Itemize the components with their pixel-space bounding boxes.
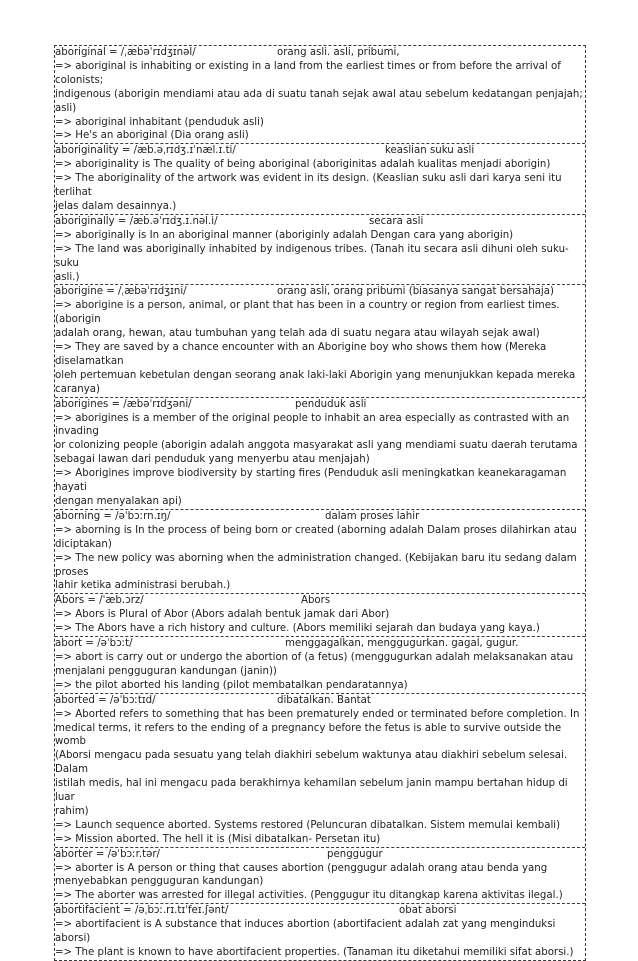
translation: menggagalkan, menggugurkan. gagal, gugur. bbox=[285, 638, 519, 650]
entry-text-line: => The new policy was aborning when the administration changed. (Kebijakan baru itu sedang dalam proses bbox=[55, 552, 577, 578]
entry-text-line: adalah orang, hewan, atau tumbuhan yang telah ada di suatu negara atau wilayah sejak awal) bbox=[55, 328, 540, 340]
dictionary-entries bbox=[54, 45, 586, 961]
entry-text-line: => The Abors have a rich history and culture. (Abors memiliki sejarah dan budaya yang kaya.) bbox=[55, 623, 540, 635]
entry-text-line: menyebabkan pengguguran kandungan) bbox=[55, 876, 264, 888]
entry-text-line: => The aboriginality of the artwork was evident in its design. (Keaslian suku asli dari karya seni itu terlihat bbox=[55, 173, 562, 199]
headword-pronunciation: aborter = /əˈbɔːr.tər/ bbox=[55, 848, 160, 860]
headword-pronunciation: aborning = /əˈbɔːrn.ɪŋ/ bbox=[55, 510, 171, 522]
entry-text-line: => aborning is In the process of being born or created (aborning adalah Dalam proses dilahirkan atau bbox=[55, 524, 577, 536]
entry-text-line: => the pilot aborted his landing (pilot membatalkan pendaratannya) bbox=[55, 679, 408, 691]
entry-text-line: => The plant is known to have abortifacient properties. (Tanaman itu diketahui memiliki sifat aborsi.) bbox=[55, 947, 574, 958]
headword-pronunciation: aboriginal = /ˌæbəˈrɪdʒɪnəl/ bbox=[55, 47, 196, 58]
entry-headline bbox=[55, 694, 585, 708]
entry-text-line: oleh pertemuan kebetulan dengan seorang anak laki-laki Aborigin yang menunjukkan kepada mereka bbox=[55, 369, 576, 381]
translation: secara asli bbox=[369, 215, 424, 227]
entry-headline bbox=[55, 144, 585, 158]
entry-headline bbox=[55, 848, 585, 862]
entry-text-line: istilah medis, hal ini mengacu pada berakhirnya kehamilan sebelum janin mampu bertahan hidup di luar bbox=[55, 778, 568, 804]
entry-text-line: => Aborted refers to something that has been prematurely ended or terminated before completion. In bbox=[55, 708, 580, 720]
translation: obat aborsi bbox=[399, 905, 457, 917]
translation: Abors bbox=[301, 595, 331, 607]
entry-text-line: sebagai lawan dari penduduk yang menyerbu atau menjajah) bbox=[55, 454, 370, 466]
dictionary-entry bbox=[55, 398, 585, 510]
entry-text-line: => aborigines is a member of the original people to inhabit an area especially as contrasted with an invading bbox=[55, 412, 570, 438]
headword-pronunciation: aborigines = /æbəˈrɪdʒəni/ bbox=[55, 398, 192, 410]
dictionary-entry bbox=[55, 848, 585, 905]
translation: orang asli. asli, pribumi, bbox=[277, 47, 400, 58]
entry-text-line: diselamatkan bbox=[55, 355, 124, 367]
translation: dibatalkan. Bantat bbox=[277, 694, 371, 706]
headword-pronunciation: aboriginality = /æb.əˌrɪdʒ.ɪˈnæl.ɪ.ti/ bbox=[55, 145, 236, 157]
entry-headline bbox=[55, 285, 585, 299]
entry-text-line: jelas dalam desainnya.) bbox=[55, 200, 177, 212]
translation: keaslian suku asli bbox=[385, 145, 475, 157]
entry-headline bbox=[55, 904, 585, 918]
dictionary-entry bbox=[55, 904, 585, 960]
headword-pronunciation: abortifacient = /əˌbɔː.rɪ.tɪˈfeɪ.ʃənt/ bbox=[55, 905, 229, 917]
entry-text-line: => aboriginally is In an aboriginal manner (aboriginly adalah Dengan cara yang aborigin) bbox=[55, 229, 514, 241]
entry-text-line: => abort is carry out or undergo the abortion of (a fetus) (menggugurkan adalah melaksanakan atau bbox=[55, 651, 574, 663]
entry-text-line: => abortifacient is A substance that induces abortion (abortifacient adalah zat yang menginduksi aborsi) bbox=[55, 919, 556, 945]
entry-text-line: => aborter is A person or thing that causes abortion (penggugur adalah orang atau benda yang bbox=[55, 862, 548, 874]
dictionary-entry bbox=[55, 285, 585, 397]
dictionary-entry bbox=[55, 144, 585, 215]
entry-text-line: => aboriginal inhabitant (penduduk asli) bbox=[55, 116, 264, 128]
entry-headline bbox=[55, 398, 585, 412]
entry-text-line: => The aborter was arrested for illegal activities. (Penggugur itu ditangkap karena aktivitas ilegal.) bbox=[55, 890, 563, 902]
entry-text-line: dengan menyalakan api) bbox=[55, 496, 182, 507]
headword-pronunciation: aborigine = /ˌæbəˈrɪdʒɪni/ bbox=[55, 286, 187, 298]
entry-text-line: => The land was aboriginally inhabited by indigenous tribes. (Tanah itu secara asli dihuni oleh suku-suku bbox=[55, 243, 569, 269]
entry-text-line: menjalani pengguguran kandungan (janin)) bbox=[55, 665, 277, 677]
dictionary-entry bbox=[55, 637, 585, 694]
dictionary-entry bbox=[55, 510, 585, 594]
entry-text-line: => aborigine is a person, animal, or plant that has been in a country or region from earliest times. (aborigin bbox=[55, 300, 560, 326]
entry-text-line: => Launch sequence aborted. Systems restored (Peluncuran dibatalkan. Sistem memulai kembali) bbox=[55, 819, 561, 831]
entry-text-line: rahim) bbox=[55, 805, 89, 817]
entry-headline bbox=[55, 510, 585, 524]
headword-pronunciation: abort = /əˈbɔːt/ bbox=[55, 638, 133, 650]
entry-text-line: lahir ketika administrasi berubah.) bbox=[55, 580, 231, 592]
translation: dalam proses lahir bbox=[325, 510, 420, 522]
entry-text-line: asli.) bbox=[55, 271, 80, 283]
entry-text-line: or colonizing people (aborigin adalah anggota masyarakat asli yang mendiami suatu daerah terutama bbox=[55, 440, 578, 452]
entry-text-line: medical terms, it refers to the ending of a pregnancy before the fetus is able to survive outside the womb bbox=[55, 722, 562, 748]
entry-text-line: => aboriginality is The quality of being aboriginal (aboriginitas adalah kualitas menjadi aborigin) bbox=[55, 159, 551, 171]
entry-text-line: diciptakan) bbox=[55, 538, 112, 550]
entry-text-line: => They are saved by a chance encounter with an Aborigine boy who shows them how (Mereka bbox=[55, 342, 547, 354]
entry-text-line: caranya) bbox=[55, 383, 100, 395]
dictionary-entry bbox=[55, 594, 585, 637]
entry-text-line: => Mission aborted. The hell it is (Misi dibatalkan- Persetan itu) bbox=[55, 833, 381, 845]
entry-headline bbox=[55, 637, 585, 651]
headword-pronunciation: aborted = /əˈbɔːtɪd/ bbox=[55, 694, 156, 706]
headword-pronunciation: aboriginally = /æb.əˈrɪdʒ.ɪ.nəl.i/ bbox=[55, 215, 218, 227]
translation: orang asli, orang pribumi (biasanya sangat bersahaja) bbox=[277, 286, 554, 298]
dictionary-entry bbox=[55, 215, 585, 286]
entry-headline bbox=[55, 46, 585, 60]
entry-text-line: indigenous (aborigin mendiami atau ada di suatu tanah sejak awal atau sebelum kedatangan penjajah; asli) bbox=[55, 88, 583, 114]
translation: penggugur bbox=[327, 848, 383, 860]
headword-pronunciation: Abors = /ˈæb.ɔrz/ bbox=[55, 595, 144, 607]
dictionary-entry bbox=[55, 46, 585, 144]
entry-headline bbox=[55, 215, 585, 229]
entry-text-line: => aboriginal is inhabiting or existing in a land from the earliest times or from before the arrival of colonists; bbox=[55, 60, 561, 86]
translation: penduduk asli bbox=[295, 398, 367, 410]
entry-text-line: => He's an aboriginal (Dia orang asli) bbox=[55, 130, 249, 142]
entry-headline bbox=[55, 594, 585, 608]
entry-text-line: => Abors is Plural of Abor (Abors adalah bentuk jamak dari Abor) bbox=[55, 609, 390, 621]
entry-text-line: (Aborsi mengacu pada sesuatu yang telah diakhiri sebelum waktunya atau diakhiri sebelum selesai. Dalam bbox=[55, 750, 568, 776]
entry-text-line: => Aborigines improve biodiversity by starting fires (Penduduk asli meningkatkan keanekaragaman hayati bbox=[55, 468, 567, 494]
dictionary-entry bbox=[55, 694, 585, 848]
